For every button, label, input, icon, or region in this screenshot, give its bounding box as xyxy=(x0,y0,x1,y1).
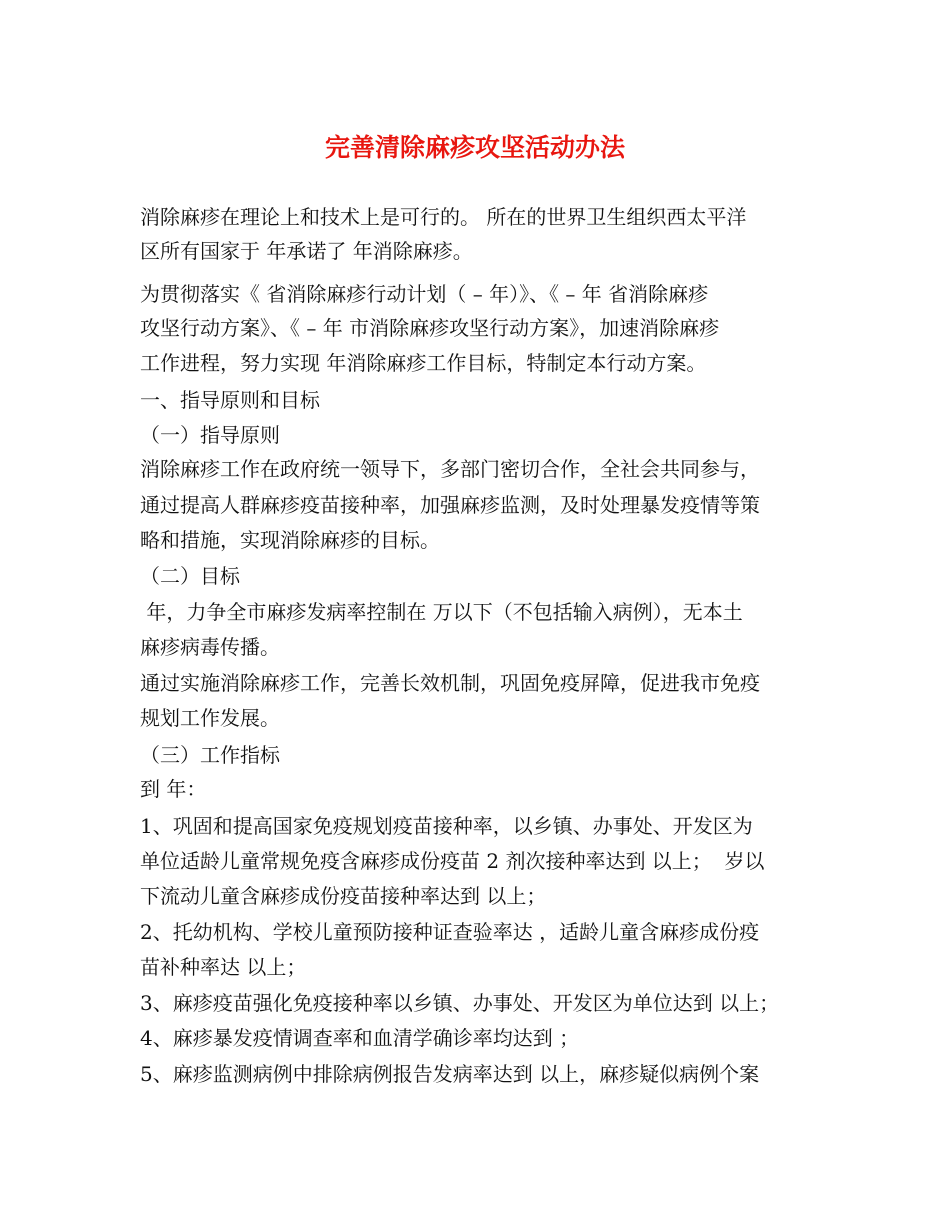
section-heading: 一、指导原则和目标 xyxy=(140,388,320,412)
list-item-continuation: 苗补种率达 以上； xyxy=(140,955,307,979)
body-line: 通过实施消除麻疹工作，完善长效机制，巩固免疫屏障，促进我市免疫 xyxy=(140,671,760,695)
list-item: 1、巩固和提高国家免疫规划疫苗接种率，以乡镇、办事处、开发区为 xyxy=(140,814,753,838)
document-title: 完善清除麻疹攻坚活动办法 xyxy=(324,133,625,162)
body-line: 攻坚行动方案》、《 – 年 市消除麻疹攻坚行动方案》，加速消除麻疹 xyxy=(140,316,720,340)
body-line: 为贯彻落实《 省消除麻疹行动计划（ – 年）》、《 – 年 省消除麻疹 xyxy=(140,282,709,306)
list-item: 3、麻疹疫苗强化免疫接种率以乡镇、办事处、开发区为单位达到 以上； xyxy=(140,991,780,1015)
body-line: 略和措施，实现消除麻疹的目标。 xyxy=(140,528,440,552)
body-line: 到 年： xyxy=(140,777,207,801)
subsection-heading: （一）指导原则 xyxy=(140,423,280,447)
body-line: 规划工作发展。 xyxy=(140,706,280,730)
list-item: 5、麻疹监测病例中排除病例报告发病率达到 以上，麻疹疑似病例个案 xyxy=(140,1062,760,1086)
body-line: 通过提高人群麻疹疫苗接种率，加强麻疹监测，及时处理暴发疫情等策 xyxy=(140,493,760,517)
body-line: 年，力争全市麻疹发病率控制在 万以下（不包括输入病例），无本土 xyxy=(140,600,743,624)
subsection-heading: （二）目标 xyxy=(140,564,240,588)
list-item: 4、麻疹暴发疫情调查率和血清学确诊率均达到 ； xyxy=(140,1026,580,1050)
body-line: 消除麻疹工作在政府统一领导下，多部门密切合作，全社会共同参与， xyxy=(140,457,760,481)
list-item-continuation: 下流动儿童含麻疹成份疫苗接种率达到 以上； xyxy=(140,884,547,908)
body-line: 麻疹病毒传播。 xyxy=(140,635,280,659)
subsection-heading: （三）工作指标 xyxy=(140,743,280,767)
list-item: 2、托幼机构、学校儿童预防接种证查验率达 ，适龄儿童含麻疹成份疫 xyxy=(140,920,760,944)
list-item-continuation: 单位适龄儿童常规免疫含麻疹成份疫苗 2 剂次接种率达到 以上； 岁以 xyxy=(140,849,765,873)
body-line: 消除麻疹在理论上和技术上是可行的。 所在的世界卫生组织西太平洋 xyxy=(140,205,747,229)
body-line: 区所有国家于 年承诺了 年消除麻疹。 xyxy=(140,239,473,263)
body-line: 工作进程，努力实现 年消除麻疹工作目标，特制定本行动方案。 xyxy=(140,351,707,375)
